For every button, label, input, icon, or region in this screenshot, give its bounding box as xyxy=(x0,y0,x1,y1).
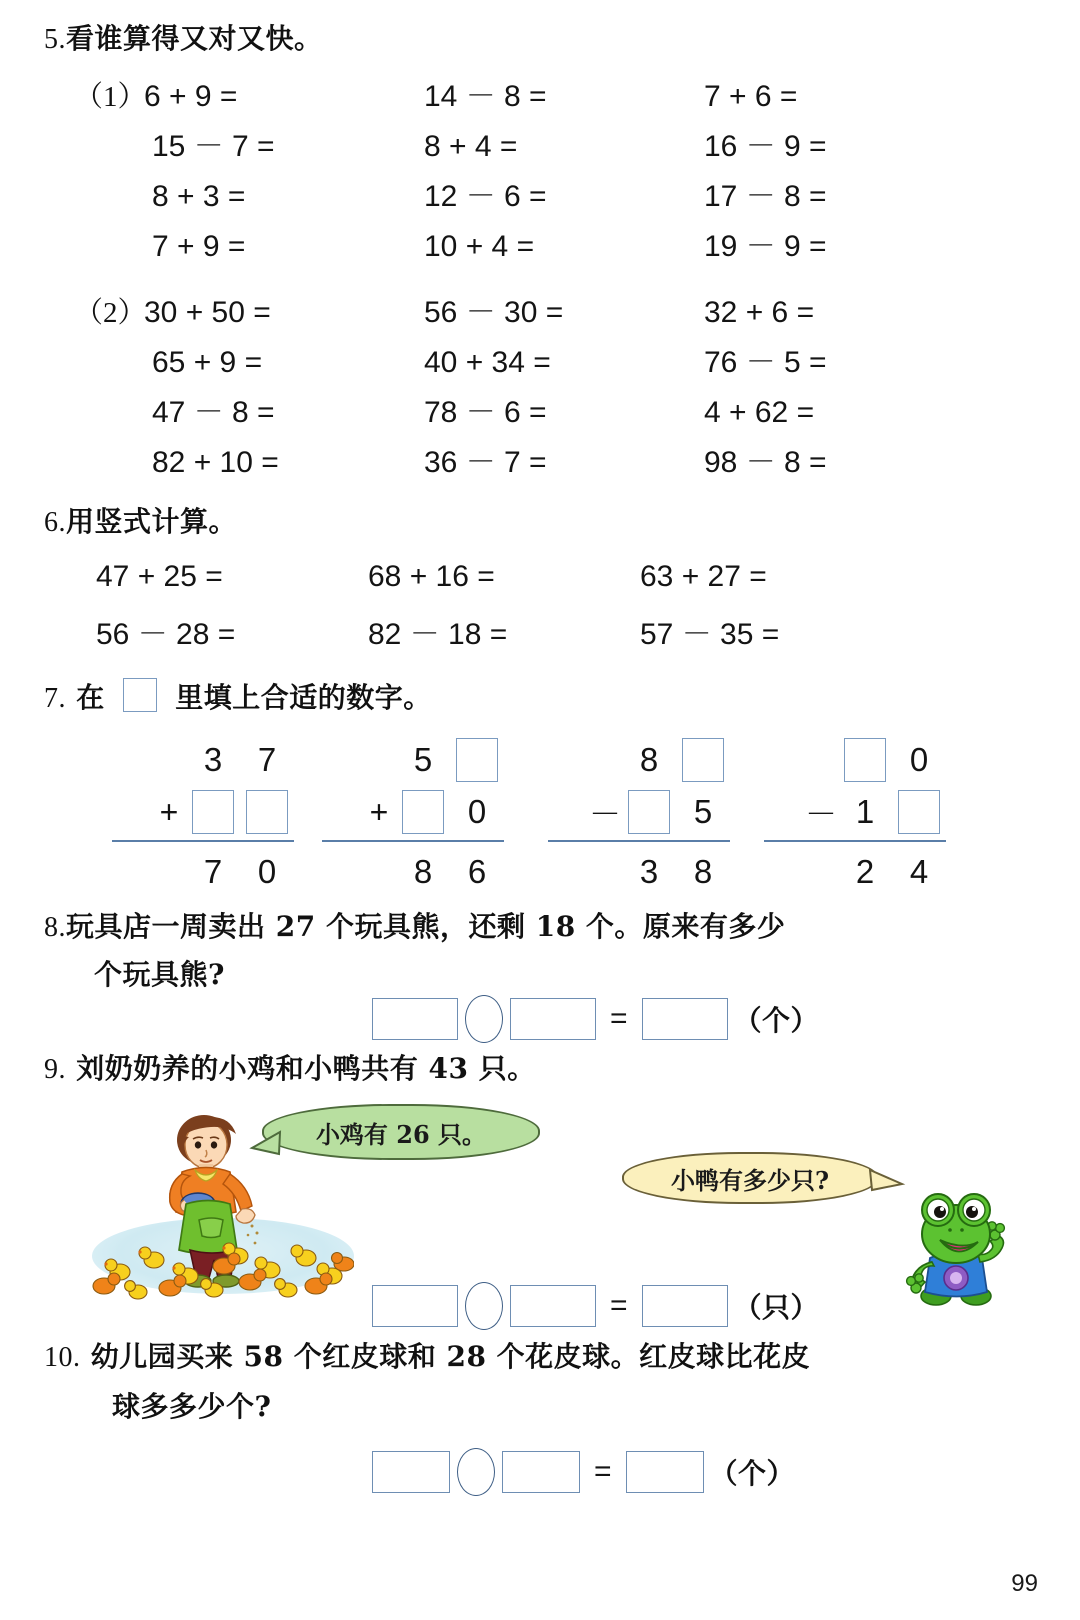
vertical-sum-top-row xyxy=(104,734,294,786)
vertical-sum-result-row xyxy=(314,846,504,898)
result-tens: 3 xyxy=(639,853,659,890)
expression: 8 + 3 = xyxy=(152,180,246,213)
inline-answer-box[interactable] xyxy=(123,678,157,712)
result-tens: 2 xyxy=(855,853,875,890)
answer-box[interactable] xyxy=(402,790,444,834)
exercise-5-title: 看谁算得又对又快。 xyxy=(66,22,323,55)
digit-ones: 5 xyxy=(693,793,713,830)
blank-tens xyxy=(186,787,240,837)
expression: 19 － 9 = xyxy=(704,230,827,263)
expression: 15 － 7 = xyxy=(152,130,275,163)
operator-circle[interactable] xyxy=(465,995,503,1043)
answer-box-operand-2[interactable] xyxy=(502,1451,580,1493)
vertical-sum-bottom-row xyxy=(314,786,504,838)
blank-tens xyxy=(396,787,450,837)
expression: 78 － 6 = xyxy=(424,396,547,429)
operator: + xyxy=(369,793,389,830)
sum-rule xyxy=(112,840,294,842)
vertical-sum-problem xyxy=(104,734,294,898)
expression: 17 － 8 = xyxy=(704,180,827,213)
digit-ones: 7 xyxy=(257,741,277,778)
sum-rule xyxy=(548,840,730,842)
exercise-8-index: 8. xyxy=(44,912,66,943)
exercise-10-answer-row xyxy=(372,1448,795,1496)
answer-box[interactable] xyxy=(246,790,288,834)
expression: 98 － 8 = xyxy=(704,446,827,479)
exercise-9-heading xyxy=(44,1052,536,1087)
equals-sign: = xyxy=(594,1455,612,1488)
blank-tens xyxy=(622,787,676,837)
exercise-8-line-2-wrap xyxy=(94,958,225,992)
expression: 8 + 4 = xyxy=(424,130,518,163)
answer-box[interactable] xyxy=(682,738,724,782)
expression: 57 － 35 = xyxy=(640,618,780,651)
answer-box-result[interactable] xyxy=(626,1451,704,1493)
expression: 4 + 62 = xyxy=(704,396,815,429)
exercise-6-index: 6. xyxy=(44,507,66,538)
blank-ones xyxy=(450,735,504,785)
expression: 68 + 16 = xyxy=(368,560,495,593)
result-tens: 7 xyxy=(203,853,223,890)
speech-bubble-green-text: 小鸡有 26 只。 xyxy=(315,1119,487,1149)
speech-bubble-yellow-text: 小鸭有多少只? xyxy=(670,1165,830,1195)
vertical-sum-problem xyxy=(540,734,730,898)
expression: 36 － 7 = xyxy=(424,446,547,479)
vertical-sum-top-row xyxy=(540,734,730,786)
expression: 10 + 4 = xyxy=(424,230,535,263)
exercise-9-index: 9. xyxy=(44,1054,66,1085)
exercise-5-group-1-grid xyxy=(144,72,1024,272)
exercise-5-group-2-grid xyxy=(144,288,1024,488)
exercise-8-heading xyxy=(44,910,785,945)
expression: 40 + 34 = xyxy=(424,346,551,379)
expression: 65 + 9 = xyxy=(152,346,263,379)
operator-circle[interactable] xyxy=(465,1282,503,1330)
answer-unit: （个） xyxy=(709,1457,796,1490)
answer-box-operand-2[interactable] xyxy=(510,1285,596,1327)
speech-bubble-green-tail xyxy=(248,1128,282,1162)
digit-tens: 1 xyxy=(855,793,875,830)
exercise-7-title-prefix: 在 xyxy=(76,681,105,714)
answer-unit: （只） xyxy=(733,1291,820,1324)
blank-tens xyxy=(838,735,892,785)
speech-bubble-yellow xyxy=(622,1152,878,1204)
equals-sign: = xyxy=(610,1289,628,1322)
equals-sign: = xyxy=(610,1002,628,1035)
expression: 32 + 6 = xyxy=(704,296,815,329)
vertical-sum-top-row xyxy=(756,734,946,786)
exercise-10-index: 10. xyxy=(44,1342,81,1373)
vertical-sum-result-row xyxy=(104,846,294,898)
blank-ones xyxy=(676,735,730,785)
vertical-sum-bottom-row xyxy=(104,786,294,838)
answer-box-result[interactable] xyxy=(642,998,728,1040)
expression: 82 － 18 = xyxy=(368,618,508,651)
sum-rule xyxy=(764,840,946,842)
frog-mascot-illustration xyxy=(896,1178,1016,1308)
exercise-10-line-2-wrap xyxy=(112,1390,271,1424)
exercise-5-heading xyxy=(44,22,323,57)
expression: 14 － 8 = xyxy=(424,80,547,113)
exercise-8-line-1: 玩具店一周卖出 27 个玩具熊，还剩 18 个。原来有多少 xyxy=(66,910,786,943)
answer-box[interactable] xyxy=(844,738,886,782)
answer-box-operand-1[interactable] xyxy=(372,1285,458,1327)
digit-tens: 5 xyxy=(413,741,433,778)
blank-ones xyxy=(240,787,294,837)
expression: 6 + 9 = xyxy=(144,80,238,113)
operator: + xyxy=(159,793,179,830)
answer-box[interactable] xyxy=(456,738,498,782)
vertical-sum-bottom-row xyxy=(540,786,730,838)
exercise-5-group-2-label: （2） xyxy=(74,297,147,329)
answer-box[interactable] xyxy=(898,790,940,834)
expression: 7 + 9 = xyxy=(152,230,246,263)
result-ones: 4 xyxy=(909,853,929,890)
result-ones: 6 xyxy=(467,853,487,890)
exercise-6-grid xyxy=(96,552,996,660)
expression: 47 + 25 = xyxy=(96,560,223,593)
answer-box[interactable] xyxy=(192,790,234,834)
exercise-9-answer-row xyxy=(372,1282,819,1330)
vertical-sum-bottom-row xyxy=(756,786,946,838)
blank-ones xyxy=(892,787,946,837)
answer-box[interactable] xyxy=(628,790,670,834)
operator: － xyxy=(804,796,837,832)
answer-unit: （个） xyxy=(733,1004,820,1037)
vertical-sum-result-row xyxy=(756,846,946,898)
digit-ones: 0 xyxy=(909,741,929,778)
result-ones: 8 xyxy=(693,853,713,890)
digit-tens: 3 xyxy=(203,741,223,778)
vertical-sum-top-row xyxy=(314,734,504,786)
exercise-10-heading xyxy=(44,1340,810,1375)
sum-rule xyxy=(322,840,504,842)
exercise-10-line-1: 幼儿园买来 58 个红皮球和 28 个花皮球。红皮球比花皮 xyxy=(90,1340,811,1373)
exercise-8-line-2: 个玩具熊? xyxy=(94,958,225,991)
exercise-6-heading xyxy=(44,505,237,540)
vertical-sum-problem xyxy=(314,734,504,898)
exercise-6-title: 用竖式计算。 xyxy=(66,505,238,538)
answer-box-operand-1[interactable] xyxy=(372,998,458,1040)
expression: 16 － 9 = xyxy=(704,130,827,163)
exercise-10-line-2: 球多多少个? xyxy=(112,1390,272,1423)
exercise-7-title-suffix: 里填上合适的数字。 xyxy=(175,681,432,714)
exercise-8-answer-row xyxy=(372,995,819,1043)
expression: 63 + 27 = xyxy=(640,560,767,593)
result-ones: 0 xyxy=(257,853,277,890)
expression: 76 － 5 = xyxy=(704,346,827,379)
expression: 47 － 8 = xyxy=(152,396,275,429)
expression: 30 + 50 = xyxy=(144,296,271,329)
frog-mascot-icon xyxy=(896,1178,1016,1308)
expression: 56 － 28 = xyxy=(96,618,236,651)
operator-circle[interactable] xyxy=(457,1448,495,1496)
exercise-5-index: 5. xyxy=(44,24,66,55)
vertical-sum-result-row xyxy=(540,846,730,898)
digit-tens: 8 xyxy=(639,741,659,778)
page-number: 99 xyxy=(1011,1570,1038,1597)
exercise-7-index: 7. xyxy=(44,683,66,714)
vertical-sum-problem xyxy=(756,734,946,898)
speech-bubble-green xyxy=(262,1104,540,1160)
answer-box-operand-2[interactable] xyxy=(510,998,596,1040)
answer-box-operand-1[interactable] xyxy=(372,1451,450,1493)
exercise-5-group-1-label: （1） xyxy=(74,81,147,113)
result-tens: 8 xyxy=(413,853,433,890)
answer-box-result[interactable] xyxy=(642,1285,728,1327)
expression: 7 + 6 = xyxy=(704,80,798,113)
expression: 82 + 10 = xyxy=(152,446,279,479)
exercise-9-line-1: 刘奶奶养的小鸡和小鸭共有 43 只。 xyxy=(76,1052,536,1085)
expression: 56 － 30 = xyxy=(424,296,564,329)
digit-ones: 0 xyxy=(467,793,487,830)
operator: － xyxy=(588,796,621,832)
expression: 12 － 6 = xyxy=(424,180,547,213)
exercise-7-heading xyxy=(44,678,432,716)
